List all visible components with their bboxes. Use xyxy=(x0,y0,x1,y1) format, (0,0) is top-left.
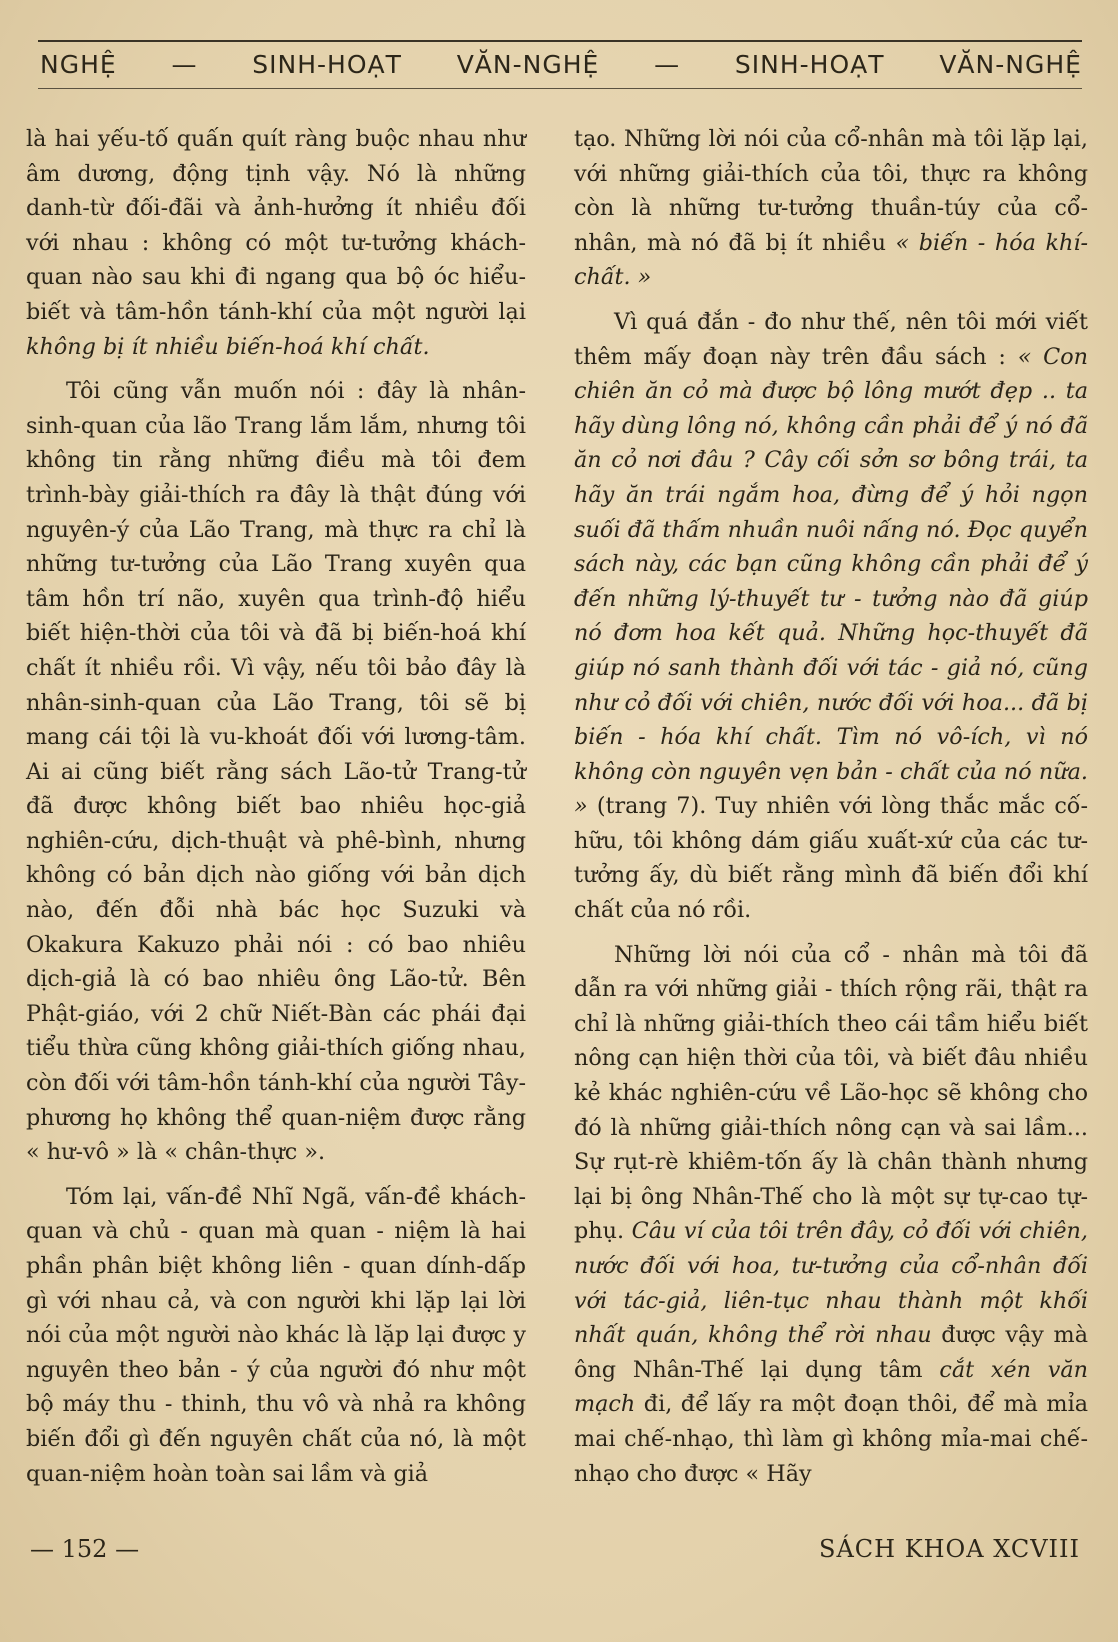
italic-text: « biến - hóa khí-chất. » xyxy=(574,229,1088,291)
paragraph xyxy=(574,122,1088,295)
paragraph-text: (trang 7). Tuy nhiên với lòng thắc mắc cố-hữu, tôi không dám giấu xuất-xứ của các tư-tưởng ấy, dù biết rằng mình đã biến đổi khí chất của nó rồi. xyxy=(574,793,1088,924)
italic-text: không bị ít nhiều biến-hoá khí chất. xyxy=(26,333,430,360)
italic-text: Câu ví của tôi trên đây, cỏ đối với chiên, nước đối với hoa, tư-tưởng của cổ-nhân đối với tác-giả, liên-tục nhau thành một khối nhất quán, không thể rời nhau xyxy=(574,1218,1089,1349)
header-word: NGHỆ xyxy=(40,49,117,79)
paragraph-text: Những lời nói của cổ - nhân mà tôi đã dẫn ra với những giải - thích rộng rãi, thật ra chỉ là những giải-thích theo cái tầm hiểu biết nông cạn hiện thời của tôi, và biết đâu nhiều kẻ khác nghiên-cứu về Lão-học sẽ không cho đó là những giải-thích nông cạn và sai lầm... Sự rụt-rè khiêm-tốn ấy là chân thành nhưng lại bị ông Nhân-Thế cho là một sự tự-cao tự-phụ. xyxy=(574,941,1088,1245)
paragraph xyxy=(26,122,526,364)
header-dash: — xyxy=(171,49,198,79)
paragraph-text: tạo. Những lời nói của cổ-nhân mà tôi lặp lại, với những giải-thích của tôi, thực ra không còn là những tư-tưởng thuần-túy của cổ-nhân, mà nó đã bị ít nhiều xyxy=(574,126,1088,256)
paragraph: Tôi cũng vẫn muốn nói : đây là nhân-sinh-quan của lão Trang lắm lắm, nhưng tôi không tin rằng những điều mà tôi đem trình-bày giải-thích ra đây là thật đúng với nguyên-ý của Lão Trang, mà thực ra chỉ là những tư-tưởng của Lão Trang xuyên qua tâm hồn trí não, xuyên qua trình-độ hiểu biết hiện-thời của tôi và đã bị biến-hoá khí chất ít nhiều rồi. Vì vậy, nếu tôi bảo đây là nhân-sinh-quan của Lão Trang, tôi sẽ bị mang cái tội là vu-khoát đối với lương-tâm. Ai ai cũng biết rằng sách Lão-tử Trang-tử đã được không biết bao nhiêu học-giả nghiên-cứu, dịch-thuật và phê-bình, nhưng không có bản dịch nào giống với bản dịch nào, đến đỗi nhà bác học Suzuki và Okakura Kakuzo phải nói : có bao nhiêu dịch-giả là có bao nhiêu ông Lão-tử. Bên Phật-giáo, với 2 chữ Niết-Bàn các phái đại tiểu thừa cũng không giải-thích giống nhau, còn đối với tâm-hồn tánh-khí của người Tây-phương họ không thể quan-niệm được rằng « hư-vô » là « chân-thực ». xyxy=(26,378,526,1166)
paragraph: Tóm lại, vấn-đề Nhĩ Ngã, vấn-đề khách-quan và chủ - quan mà quan - niệm là hai phần phân biệt không liên - quan dính-dấp gì với nhau cả, và con người khi lặp lại lời nói của một người nào khác là lặp lại được y nguyên theo bản - ý của người đó như một bộ máy thu - thinh, thu vô và nhả ra không biến đổi gì đến nguyên chất của nó, là một quan-niệm hoàn toàn sai lầm và giả xyxy=(26,1183,526,1487)
header-word: SINH-HOẠT xyxy=(734,49,885,79)
running-header xyxy=(40,44,1082,84)
paragraph-text: được vậy mà ông Nhân-Thế lại dụng tâm xyxy=(574,1322,1088,1383)
paragraph-text: đi, để lấy ra một đoạn thôi, để mà mỉa mai chế-nhạo, thì làm gì không mỉa-mai chế-nhạo cho được « Hãy xyxy=(574,1391,1088,1487)
header-word: VĂN-NGHỆ xyxy=(939,49,1082,79)
italic-quote: « Con chiên ăn cỏ mà được bộ lông mướt đẹp .. ta hãy dùng lông nó, không cần phải để ý nó đã ăn cỏ nơi đâu ? Cây cối sởn sơ bông trái, ta hãy ăn trái ngắm hoa, đừng để ý hỏi ngọn suối đã thấm nhuần nuôi nấng nó. Đọc quyển sách này, các bạn cũng không cần phải để ý đến những lý-thuyết tư - tưởng nào đã giúp nó đơm hoa kết quả. Những học-thuyết đã giúp nó sanh thành đối với tác - giả nó, cũng như cỏ đối với chiên, nước đối với hoa... đã bị biến - hóa khí chất. Tìm nó vô-ích, vì nó không còn nguyên vẹn bản - chất của nó nữa. » xyxy=(574,343,1088,820)
left-text-column xyxy=(26,122,526,1491)
publication-name: SÁCH KHOA XCVIII xyxy=(819,1535,1080,1563)
header-word: VĂN-NGHỆ xyxy=(456,49,600,79)
right-text-column xyxy=(574,122,1088,1491)
paragraph xyxy=(574,938,1088,1492)
header-word: SINH-HOẠT xyxy=(252,49,402,79)
paragraph xyxy=(574,305,1088,928)
paragraph-text: là hai yếu-tố quấn quít ràng buộc nhau như âm dương, động tịnh vậy. Nó là những danh-từ đối-đãi và ảnh-hưởng ít nhiều đối với nhau : không có một tư-tưởng khách-quan nào sau khi đi ngang qua bộ óc hiểu-biết và tâm-hồn tánh-khí của một người lại xyxy=(26,126,526,325)
italic-text: cắt xén văn mạch xyxy=(574,1356,1089,1418)
header-bottom-rule xyxy=(38,88,1082,89)
page-number: — 152 — xyxy=(30,1535,140,1563)
header-dash: — xyxy=(654,49,681,79)
paragraph-text: Vì quá đắn - đo như thế, nên tôi mới viết thêm mấy đoạn này trên đầu sách : xyxy=(574,308,1088,370)
header-top-rule xyxy=(38,40,1082,42)
